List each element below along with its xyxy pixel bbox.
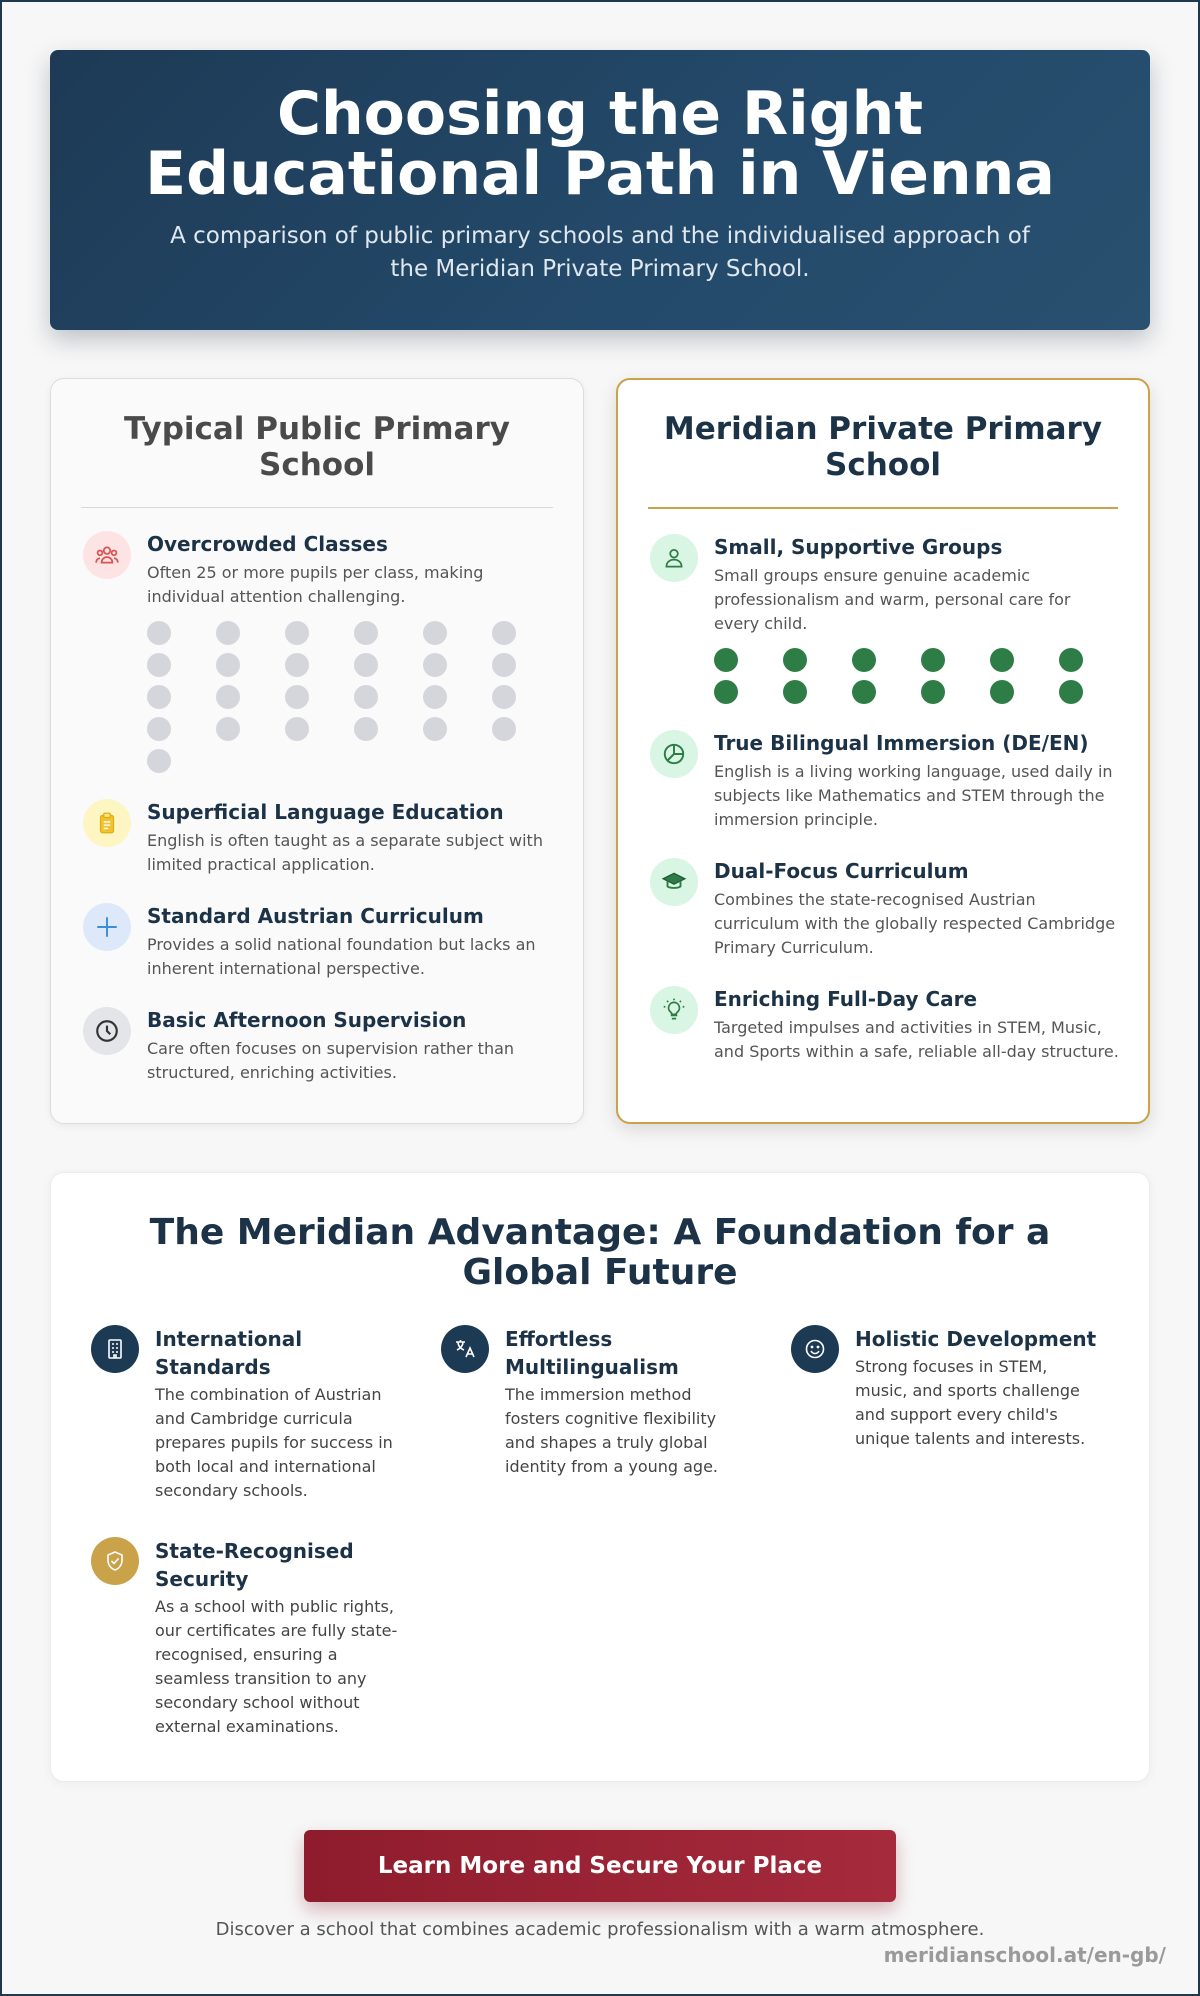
private-card-title: Meridian Private Primary School (648, 411, 1118, 509)
pupil-dot (852, 680, 876, 704)
feature-title: Superficial Language Education (147, 800, 504, 824)
pupil-dot (216, 685, 240, 709)
feature-title: Small, Supportive Groups (714, 535, 1003, 559)
feature-title: Dual-Focus Curriculum (714, 859, 969, 883)
advantage-title: The Meridian Advantage: A Foundation for a Global Future (149, 1212, 1051, 1293)
pupil-dot (921, 648, 945, 672)
pupil-dot (216, 717, 240, 741)
pupil-dot (990, 648, 1014, 672)
pupil-dot (354, 685, 378, 709)
page-subtitle: A comparison of public primary schools and the individualised approach of the Meridian Private Primary School. (170, 223, 1030, 282)
pupil-dot (285, 653, 309, 677)
lightbulb-icon (650, 986, 698, 1034)
page-title: Choosing the Right Educational Path in Vienna (145, 79, 1055, 209)
feature-dual-focus-curriculum (650, 858, 1120, 960)
pupil-dot (423, 685, 447, 709)
feature-overcrowded-classes (83, 531, 553, 773)
feature-text: Care often focuses on supervision rather than structured, enriching activities. (147, 1039, 515, 1082)
plus-icon (83, 903, 131, 951)
advantage-multilingualism (441, 1325, 751, 1479)
advantage-international-standards (91, 1325, 401, 1503)
pupil-dot (783, 680, 807, 704)
advantage-section (50, 1172, 1150, 1782)
advantage-state-recognised-security (91, 1537, 401, 1739)
pupil-dot (285, 717, 309, 741)
feature-bilingual-immersion (650, 730, 1120, 832)
advantage-item-text: The immersion method fosters cognitive flexibility and shapes a truly global identity from a young age. (505, 1385, 719, 1476)
pupil-dot (492, 717, 516, 741)
group-icon (83, 531, 131, 579)
pupil-dot (216, 653, 240, 677)
pupil-dot (147, 653, 171, 677)
smile-icon (791, 1325, 839, 1373)
feature-small-groups (650, 534, 1120, 704)
pupil-dot (492, 685, 516, 709)
pupil-dot (714, 648, 738, 672)
feature-title: True Bilingual Immersion (DE/EN) (714, 731, 1089, 755)
pupil-dot (1059, 648, 1083, 672)
advantage-item-title: International Standards (155, 1327, 303, 1379)
pupil-dot (423, 653, 447, 677)
advantage-item-text: As a school with public rights, our certificates are fully state-recognised, ensuring a seamless transition to any secondary school without external examinations. (155, 1597, 398, 1736)
feature-text: English is often taught as a separate subject with limited practical application. (147, 831, 543, 874)
pupil-dot (921, 680, 945, 704)
feature-standard-curriculum (83, 903, 553, 981)
pupil-dot (1059, 680, 1083, 704)
advantage-item-title: State-Recognised Security (155, 1539, 354, 1591)
advantage-holistic-development (791, 1325, 1101, 1451)
pupil-dot (714, 680, 738, 704)
feature-title: Standard Austrian Curriculum (147, 904, 484, 928)
graduation-cap-icon (650, 858, 698, 906)
translate-icon (441, 1325, 489, 1373)
clock-icon (83, 1007, 131, 1055)
pupil-dot (147, 685, 171, 709)
public-card-title: Typical Public Primary School (81, 411, 553, 508)
pupil-dot (147, 717, 171, 741)
hero-banner (50, 50, 1150, 330)
pupil-dot (423, 717, 447, 741)
pupil-dot (216, 621, 240, 645)
feature-text: English is a living working language, used daily in subjects like Mathematics and STEM through the immersion principle. (714, 762, 1113, 829)
class-size-dots (714, 648, 1120, 704)
pupil-dot (990, 680, 1014, 704)
pupil-dot (147, 621, 171, 645)
feature-title: Basic Afternoon Supervision (147, 1008, 467, 1032)
feature-text: Often 25 or more pupils per class, making individual attention challenging. (147, 563, 484, 606)
pupil-dot (354, 621, 378, 645)
building-icon (91, 1325, 139, 1373)
cta-tagline: Discover a school that combines academic professionalism with a warm atmosphere. (215, 1919, 985, 1940)
pupil-dot (852, 648, 876, 672)
class-size-dots (147, 621, 553, 773)
pupil-dot (783, 648, 807, 672)
pupil-dot (354, 653, 378, 677)
advantage-item-text: The combination of Austrian and Cambridge curricula prepares pupils for success in both local and international secondary schools. (155, 1385, 393, 1500)
shield-check-icon (91, 1537, 139, 1585)
feature-title: Overcrowded Classes (147, 532, 388, 556)
pie-chart-icon (650, 730, 698, 778)
pupil-dot (285, 621, 309, 645)
website-link[interactable]: meridianschool.at/en-gb/ (883, 1943, 1166, 1967)
advantage-item-title: Effortless Multilingualism (505, 1327, 679, 1379)
advantage-item-text: Strong focuses in STEM, music, and sports challenge and support every child's unique talents and interests. (855, 1357, 1086, 1448)
feature-full-day-care (650, 986, 1120, 1064)
private-school-card (616, 378, 1150, 1124)
feature-text: Combines the state-recognised Austrian curriculum with the globally respected Cambridge Primary Curriculum. (714, 890, 1116, 957)
pupil-dot (147, 749, 171, 773)
public-school-card (50, 378, 584, 1124)
pupil-dot (423, 621, 447, 645)
pupil-dot (492, 621, 516, 645)
pupil-dot (285, 685, 309, 709)
person-icon (650, 534, 698, 582)
pupil-dot (354, 717, 378, 741)
feature-superficial-language (83, 799, 553, 877)
feature-title: Enriching Full-Day Care (714, 987, 978, 1011)
feature-afternoon-supervision (83, 1007, 553, 1085)
feature-text: Provides a solid national foundation but lacks an inherent international perspective. (147, 935, 536, 978)
feature-text: Small groups ensure genuine academic professionalism and warm, personal care for every child. (714, 566, 1071, 633)
feature-text: Targeted impulses and activities in STEM, Music, and Sports within a safe, reliable all-day structure. (714, 1018, 1119, 1061)
pupil-dot (492, 653, 516, 677)
learn-more-button[interactable]: Learn More and Secure Your Place (304, 1830, 896, 1902)
clipboard-icon (83, 799, 131, 847)
advantage-item-title: Holistic Development (855, 1327, 1097, 1351)
